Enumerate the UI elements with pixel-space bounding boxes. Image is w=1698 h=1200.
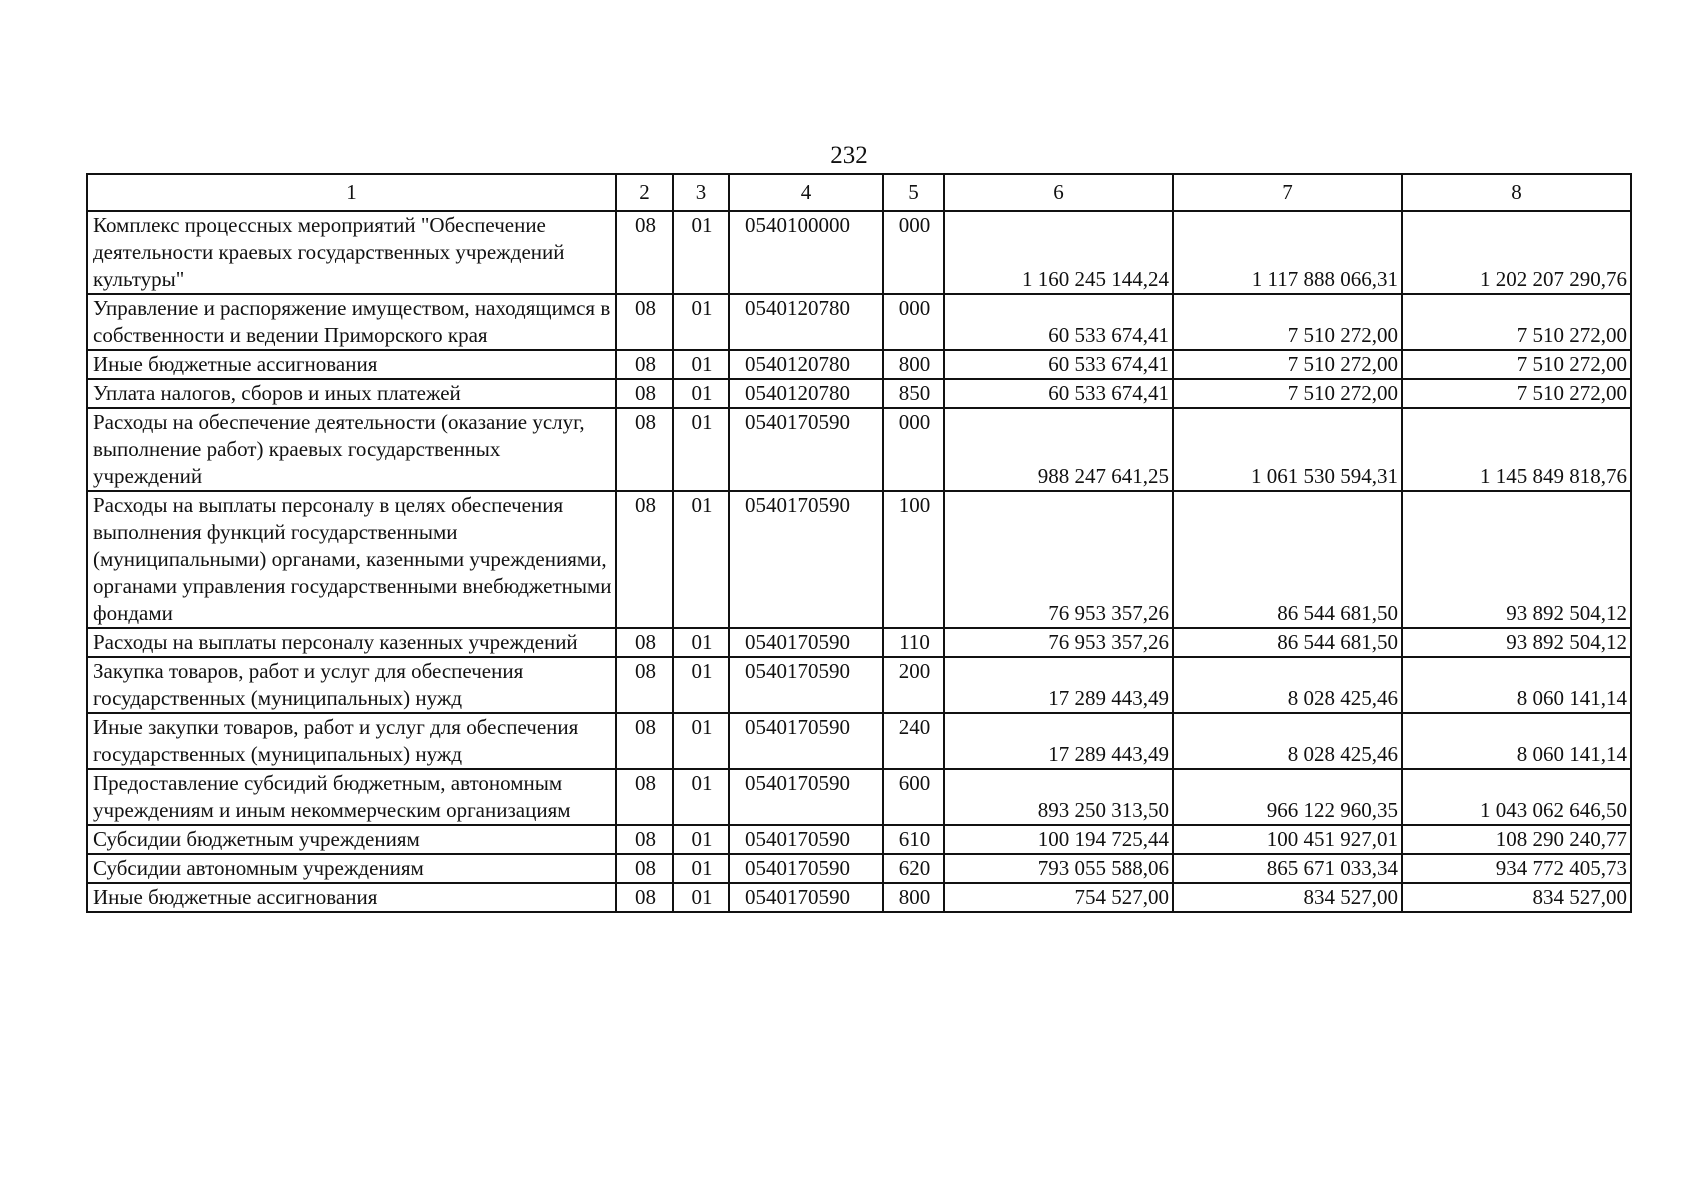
section-code-cell: 08 [616, 825, 673, 854]
table-row [87, 657, 1631, 713]
row-name-cell: Субсидии бюджетным учреждениям [87, 825, 616, 854]
amount-column-8-cell: 834 527,00 [1402, 883, 1631, 912]
subsection-code-cell: 01 [673, 854, 729, 883]
section-code-cell: 08 [616, 713, 673, 769]
target-article-cell: 0540120780 [729, 379, 883, 408]
subsection-code-cell: 01 [673, 408, 729, 491]
subsection-code-cell: 01 [673, 769, 729, 825]
target-article-cell: 0540120780 [729, 294, 883, 350]
amount-column-6-cell: 60 533 674,41 [944, 294, 1173, 350]
expense-type-cell: 100 [883, 491, 944, 628]
expense-type-cell: 240 [883, 713, 944, 769]
target-article-cell: 0540170590 [729, 628, 883, 657]
row-name-cell: Уплата налогов, сборов и иных платежей [87, 379, 616, 408]
table-row [87, 628, 1631, 657]
row-name-cell: Субсидии автономным учреждениям [87, 854, 616, 883]
amount-column-8-cell: 934 772 405,73 [1402, 854, 1631, 883]
expense-type-cell: 600 [883, 769, 944, 825]
subsection-code-cell: 01 [673, 713, 729, 769]
section-code-cell: 08 [616, 628, 673, 657]
amount-column-6-cell: 754 527,00 [944, 883, 1173, 912]
amount-column-7-cell: 966 122 960,35 [1173, 769, 1402, 825]
target-article-cell: 0540170590 [729, 769, 883, 825]
table-row [87, 854, 1631, 883]
target-article-cell: 0540120780 [729, 350, 883, 379]
section-code-cell: 08 [616, 657, 673, 713]
target-article-cell: 0540170590 [729, 883, 883, 912]
row-name-cell: Комплекс процессных мероприятий "Обеспечение деятельности краевых государственных учреждений культуры" [87, 211, 616, 294]
amount-column-6-cell: 76 953 357,26 [944, 491, 1173, 628]
row-name-cell: Закупка товаров, работ и услуг для обеспечения государственных (муниципальных) нужд [87, 657, 616, 713]
amount-column-8-cell: 108 290 240,77 [1402, 825, 1631, 854]
section-code-cell: 08 [616, 379, 673, 408]
row-name-cell: Иные закупки товаров, работ и услуг для обеспечения государственных (муниципальных) нужд [87, 713, 616, 769]
subsection-code-cell: 01 [673, 825, 729, 854]
table-row [87, 408, 1631, 491]
expense-type-cell: 610 [883, 825, 944, 854]
subsection-code-cell: 01 [673, 350, 729, 379]
amount-column-8-cell: 1 145 849 818,76 [1402, 408, 1631, 491]
row-name-cell: Расходы на выплаты персоналу в целях обеспечения выполнения функций государственными (муниципальными) органами, казенными учреждениями, органами управления государственными внебюджетными фондами [87, 491, 616, 628]
amount-column-7-cell: 8 028 425,46 [1173, 713, 1402, 769]
section-code-cell: 08 [616, 854, 673, 883]
amount-column-8-cell: 7 510 272,00 [1402, 294, 1631, 350]
amount-column-6-cell: 793 055 588,06 [944, 854, 1173, 883]
section-code-cell: 08 [616, 408, 673, 491]
amount-column-8-cell: 1 043 062 646,50 [1402, 769, 1631, 825]
expense-type-cell: 620 [883, 854, 944, 883]
amount-column-6-cell: 1 160 245 144,24 [944, 211, 1173, 294]
expense-type-cell: 110 [883, 628, 944, 657]
target-article-cell: 0540170590 [729, 825, 883, 854]
amount-column-7-cell: 834 527,00 [1173, 883, 1402, 912]
column-header: 5 [883, 174, 944, 211]
row-name-cell: Предоставление субсидий бюджетным, автономным учреждениям и иным некоммерческим организациям [87, 769, 616, 825]
column-header: 3 [673, 174, 729, 211]
header-row [87, 174, 1631, 211]
amount-column-8-cell: 93 892 504,12 [1402, 491, 1631, 628]
amount-column-7-cell: 8 028 425,46 [1173, 657, 1402, 713]
section-code-cell: 08 [616, 491, 673, 628]
column-header: 6 [944, 174, 1173, 211]
amount-column-8-cell: 7 510 272,00 [1402, 379, 1631, 408]
target-article-cell: 0540170590 [729, 408, 883, 491]
table-row [87, 350, 1631, 379]
amount-column-8-cell: 93 892 504,12 [1402, 628, 1631, 657]
expense-type-cell: 800 [883, 350, 944, 379]
amount-column-7-cell: 7 510 272,00 [1173, 379, 1402, 408]
amount-column-8-cell: 8 060 141,14 [1402, 713, 1631, 769]
amount-column-7-cell: 86 544 681,50 [1173, 491, 1402, 628]
subsection-code-cell: 01 [673, 491, 729, 628]
amount-column-6-cell: 17 289 443,49 [944, 657, 1173, 713]
expense-type-cell: 800 [883, 883, 944, 912]
table-row [87, 379, 1631, 408]
amount-column-6-cell: 60 533 674,41 [944, 379, 1173, 408]
amount-column-6-cell: 60 533 674,41 [944, 350, 1173, 379]
row-name-cell: Расходы на выплаты персоналу казенных учреждений [87, 628, 616, 657]
section-code-cell: 08 [616, 211, 673, 294]
section-code-cell: 08 [616, 294, 673, 350]
amount-column-6-cell: 100 194 725,44 [944, 825, 1173, 854]
amount-column-7-cell: 100 451 927,01 [1173, 825, 1402, 854]
amount-column-6-cell: 17 289 443,49 [944, 713, 1173, 769]
section-code-cell: 08 [616, 883, 673, 912]
table-row [87, 294, 1631, 350]
target-article-cell: 0540170590 [729, 713, 883, 769]
target-article-cell: 0540100000 [729, 211, 883, 294]
row-name-cell: Расходы на обеспечение деятельности (оказание услуг, выполнение работ) краевых государственных учреждений [87, 408, 616, 491]
table-row [87, 769, 1631, 825]
amount-column-6-cell: 988 247 641,25 [944, 408, 1173, 491]
amount-column-7-cell: 86 544 681,50 [1173, 628, 1402, 657]
column-header: 8 [1402, 174, 1631, 211]
target-article-cell: 0540170590 [729, 491, 883, 628]
amount-column-7-cell: 865 671 033,34 [1173, 854, 1402, 883]
amount-column-7-cell: 1 117 888 066,31 [1173, 211, 1402, 294]
column-header: 1 [87, 174, 616, 211]
table-row [87, 883, 1631, 912]
column-header: 7 [1173, 174, 1402, 211]
subsection-code-cell: 01 [673, 657, 729, 713]
subsection-code-cell: 01 [673, 883, 729, 912]
table-row [87, 825, 1631, 854]
amount-column-8-cell: 7 510 272,00 [1402, 350, 1631, 379]
row-name-cell: Управление и распоряжение имуществом, находящимся в собственности и ведении Приморского края [87, 294, 616, 350]
section-code-cell: 08 [616, 769, 673, 825]
subsection-code-cell: 01 [673, 628, 729, 657]
column-header: 2 [616, 174, 673, 211]
page-number: 232 [830, 142, 868, 169]
target-article-cell: 0540170590 [729, 657, 883, 713]
amount-column-8-cell: 1 202 207 290,76 [1402, 211, 1631, 294]
amount-column-7-cell: 1 061 530 594,31 [1173, 408, 1402, 491]
expense-type-cell: 000 [883, 408, 944, 491]
table-row [87, 491, 1631, 628]
target-article-cell: 0540170590 [729, 854, 883, 883]
table-row [87, 713, 1631, 769]
amount-column-8-cell: 8 060 141,14 [1402, 657, 1631, 713]
amount-column-6-cell: 893 250 313,50 [944, 769, 1173, 825]
table-row [87, 211, 1631, 294]
column-header: 4 [729, 174, 883, 211]
expense-type-cell: 000 [883, 294, 944, 350]
row-name-cell: Иные бюджетные ассигнования [87, 350, 616, 379]
row-name-cell: Иные бюджетные ассигнования [87, 883, 616, 912]
budget-table [86, 173, 1632, 913]
amount-column-7-cell: 7 510 272,00 [1173, 294, 1402, 350]
expense-type-cell: 200 [883, 657, 944, 713]
subsection-code-cell: 01 [673, 294, 729, 350]
amount-column-7-cell: 7 510 272,00 [1173, 350, 1402, 379]
subsection-code-cell: 01 [673, 211, 729, 294]
section-code-cell: 08 [616, 350, 673, 379]
subsection-code-cell: 01 [673, 379, 729, 408]
amount-column-6-cell: 76 953 357,26 [944, 628, 1173, 657]
expense-type-cell: 000 [883, 211, 944, 294]
expense-type-cell: 850 [883, 379, 944, 408]
